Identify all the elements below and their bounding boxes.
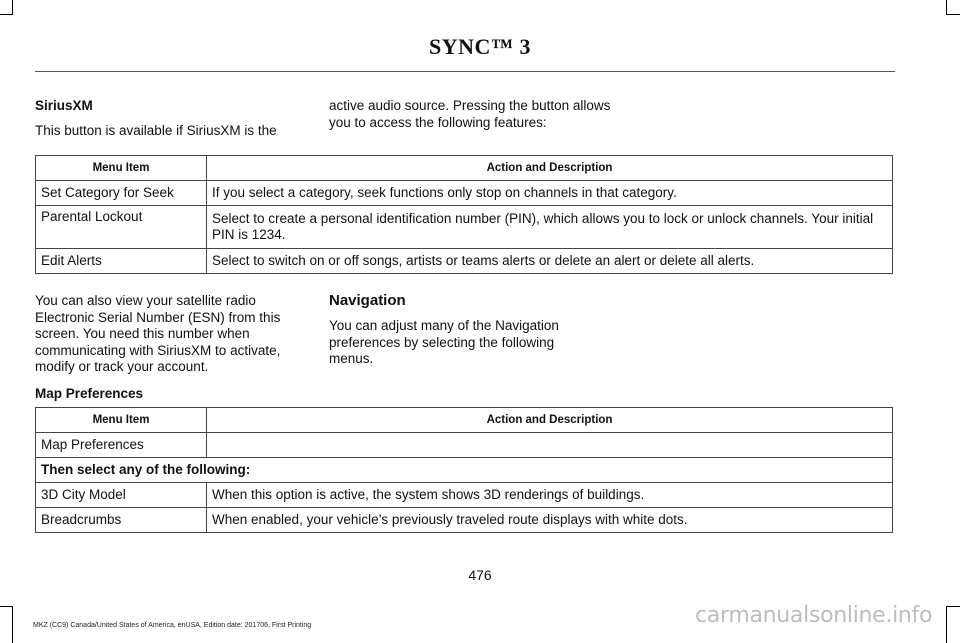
map-preferences-heading: Map Preferences	[35, 386, 144, 401]
action-cell: Select to switch on or off songs, artists or teams alerts or delete an alert or delete all alerts.	[207, 249, 893, 274]
navigation-heading: Navigation	[329, 292, 406, 309]
menu-item-cell: Map Preferences	[36, 433, 207, 458]
page-header-title: SYNC™ 3	[429, 34, 531, 59]
siriusxm-features-table	[35, 155, 893, 274]
action-cell: When enabled, your vehicle’s previously traveled route displays with white dots.	[207, 508, 893, 533]
page-number: 476	[468, 567, 492, 583]
column-header-menu-item: Menu Item	[36, 408, 207, 433]
crop-mark-bottom-right-vertical	[946, 606, 947, 643]
header-rule	[35, 71, 895, 72]
table-header-row	[36, 156, 893, 181]
menu-item-cell: Set Category for Seek	[36, 181, 207, 206]
action-cell: When this option is active, the system shows 3D renderings of buildings.	[207, 483, 893, 508]
column-header-action: Action and Description	[207, 156, 893, 181]
column-header-action: Action and Description	[207, 408, 893, 433]
action-cell: Select to create a personal identification number (PIN), which allows you to lock or unlock channels. Your initial PIN is 1234.	[207, 206, 893, 249]
edition-footer: MKZ (CC9) Canada/United States of America, enUSA, Edition date: 201706, First Printing	[33, 622, 312, 629]
crop-mark-top-right-vertical	[946, 0, 947, 14]
menu-item-cell: Breadcrumbs	[36, 508, 207, 533]
table-row	[36, 433, 893, 458]
crop-mark-top-left-vertical	[12, 0, 13, 14]
table-span-row	[36, 458, 893, 483]
crop-mark-bottom-left-horizontal	[0, 606, 13, 607]
siriusxm-intro-left: This button is available if SiriusXM is the	[35, 123, 277, 138]
watermark: carmanualsonline.info	[695, 603, 933, 628]
menu-item-cell: Edit Alerts	[36, 249, 207, 274]
action-cell: If you select a category, seek functions only stop on channels in that category.	[207, 181, 893, 206]
esn-paragraph: You can also view your satellite radio Electronic Serial Number (ESN) from this screen. You need this number when communicating with SiriusXM to activate, modify or track your account.	[35, 293, 281, 374]
menu-item-cell: 3D City Model	[36, 483, 207, 508]
crop-mark-bottom-right-horizontal	[946, 606, 960, 607]
menu-item-cell: Parental Lockout	[36, 206, 207, 249]
action-cell	[207, 433, 893, 458]
then-select-label: Then select any of the following:	[36, 458, 893, 483]
navigation-text: You can adjust many of the Navigation preferences by selecting the following menus.	[329, 318, 559, 366]
table-row	[36, 483, 893, 508]
table-header-row	[36, 408, 893, 433]
table-row	[36, 249, 893, 274]
table-row	[36, 206, 893, 249]
crop-mark-top-left-horizontal	[0, 14, 13, 15]
crop-mark-top-right-horizontal	[946, 14, 960, 15]
siriusxm-intro-right: active audio source. Pressing the button allows you to access the following features:	[329, 98, 611, 130]
table-row	[36, 181, 893, 206]
table-row	[36, 508, 893, 533]
crop-mark-bottom-left-vertical	[12, 606, 13, 643]
siriusxm-heading: SiriusXM	[35, 98, 93, 113]
column-header-menu-item: Menu Item	[36, 156, 207, 181]
map-preferences-table	[35, 407, 893, 533]
